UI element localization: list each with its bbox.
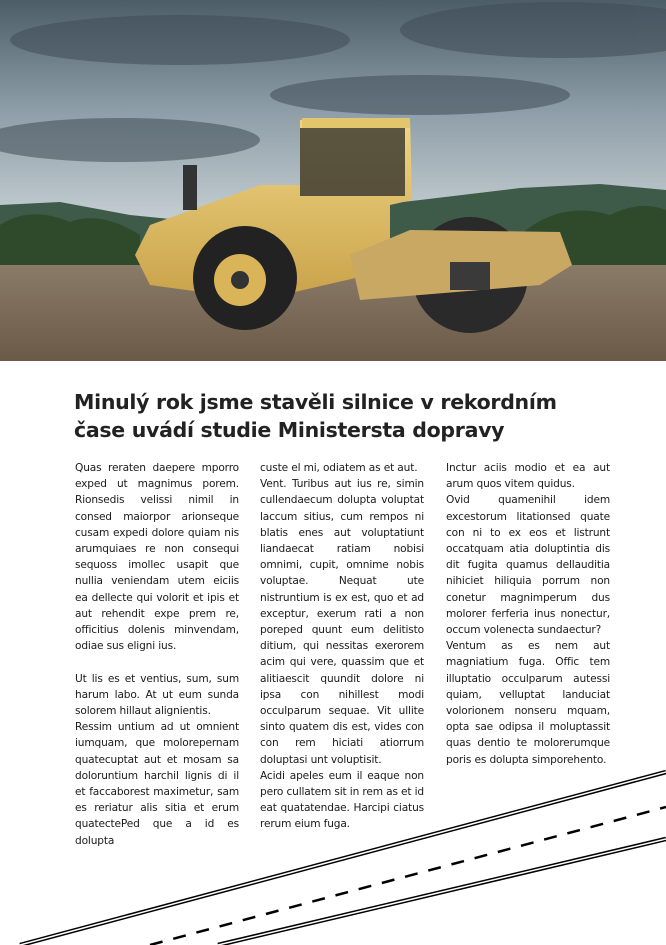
paragraph: Vent. Turibus aut ius re, simin cullendaecum dolupta voluptat laccum sitius, cum rempos ni blatis enes aut voluptatiunt liandaecat ratiam nobisi omnimi, cupit, omnime nobis voluptae. Nequat ute nistruntium is ex est, quo et ad exceptur, exerum rati a non poreped quunt eum delitisto ditium, qui nessitas exerorem acim qui vere, quassim que et alitiaescit quundit dolore ni ipsa con nihillest modi occulparum sequae. Vit ullite sinto quatem dis est, vides con con rem hiciati atiorrum doluptasi unt voluptisit. <box>260 478 424 766</box>
paragraph: Inctur aciis modio et ea aut arum quos vitem quidus. <box>446 462 610 491</box>
road-graphic <box>0 760 666 945</box>
road-edge-top <box>20 772 666 945</box>
paragraph: custe el mi, odiatem as et aut. <box>260 462 418 474</box>
road-center-dashed-line <box>150 807 666 945</box>
hero-photo-road-roller <box>0 0 666 361</box>
paragraph: Quas reraten daepere mporro exped ut magnimus porem. Rionsedis velissi nimil in consed maiorpor arionseque cusam expedi dolore quiam nis arumquiaes re non consequi sequoss imollec usapit que nullia veniendam utem eiciis ea dellecte qui volorit et ipis et aut rehendit expe prem re, officitius dolenis minvendam, odiae sus eligni ius. <box>75 462 239 653</box>
paragraph: Ressim untium ad ut omnient iumquam, que molorepernam quatecuptat aut et mosam sa doloruntium harchil lignis di il et faccaborest maximetur, sam es reriatur alis sitia et erum quatectePed que a id es dolupta <box>75 721 239 847</box>
paragraph: Acidi apeles eum il eaque non pero cullatem sit in rem as et id eat quatatendae. Harcipi ciatus rerum eium fuga. <box>260 769 424 831</box>
paragraph: Ovid quamenihil idem excestorum litationsed quate con ni to ex eos et listrunt occatquam atia doluptintia dis dit fugita quamus dellauditia nihiciet hiliquia porrum non conetur magnimperum dus molorer ferferia inus nonectur, occum volenecta sundaectur? <box>446 494 610 637</box>
paragraph: Ventum as es nem aut magniatium fuga. Offic tem illuptatio occulparum autessi quiam, velluptat landuciat volorionem nonseru mquam, opta sae odipsa il moluptassit quas dentio te molorerumque poris es dolupta simporehento. <box>446 640 610 766</box>
article-column-3 <box>446 460 610 768</box>
paragraph: Ut lis es et ventius, sum, sum harum labo. At ut eum sunda solorem hillaut alignientis. <box>75 672 239 718</box>
road-edge-bottom <box>218 839 666 945</box>
article-title: Minulý rok jsme stavěli silnice v rekordním čase uvádí studie Ministersta dopravy <box>74 390 557 442</box>
